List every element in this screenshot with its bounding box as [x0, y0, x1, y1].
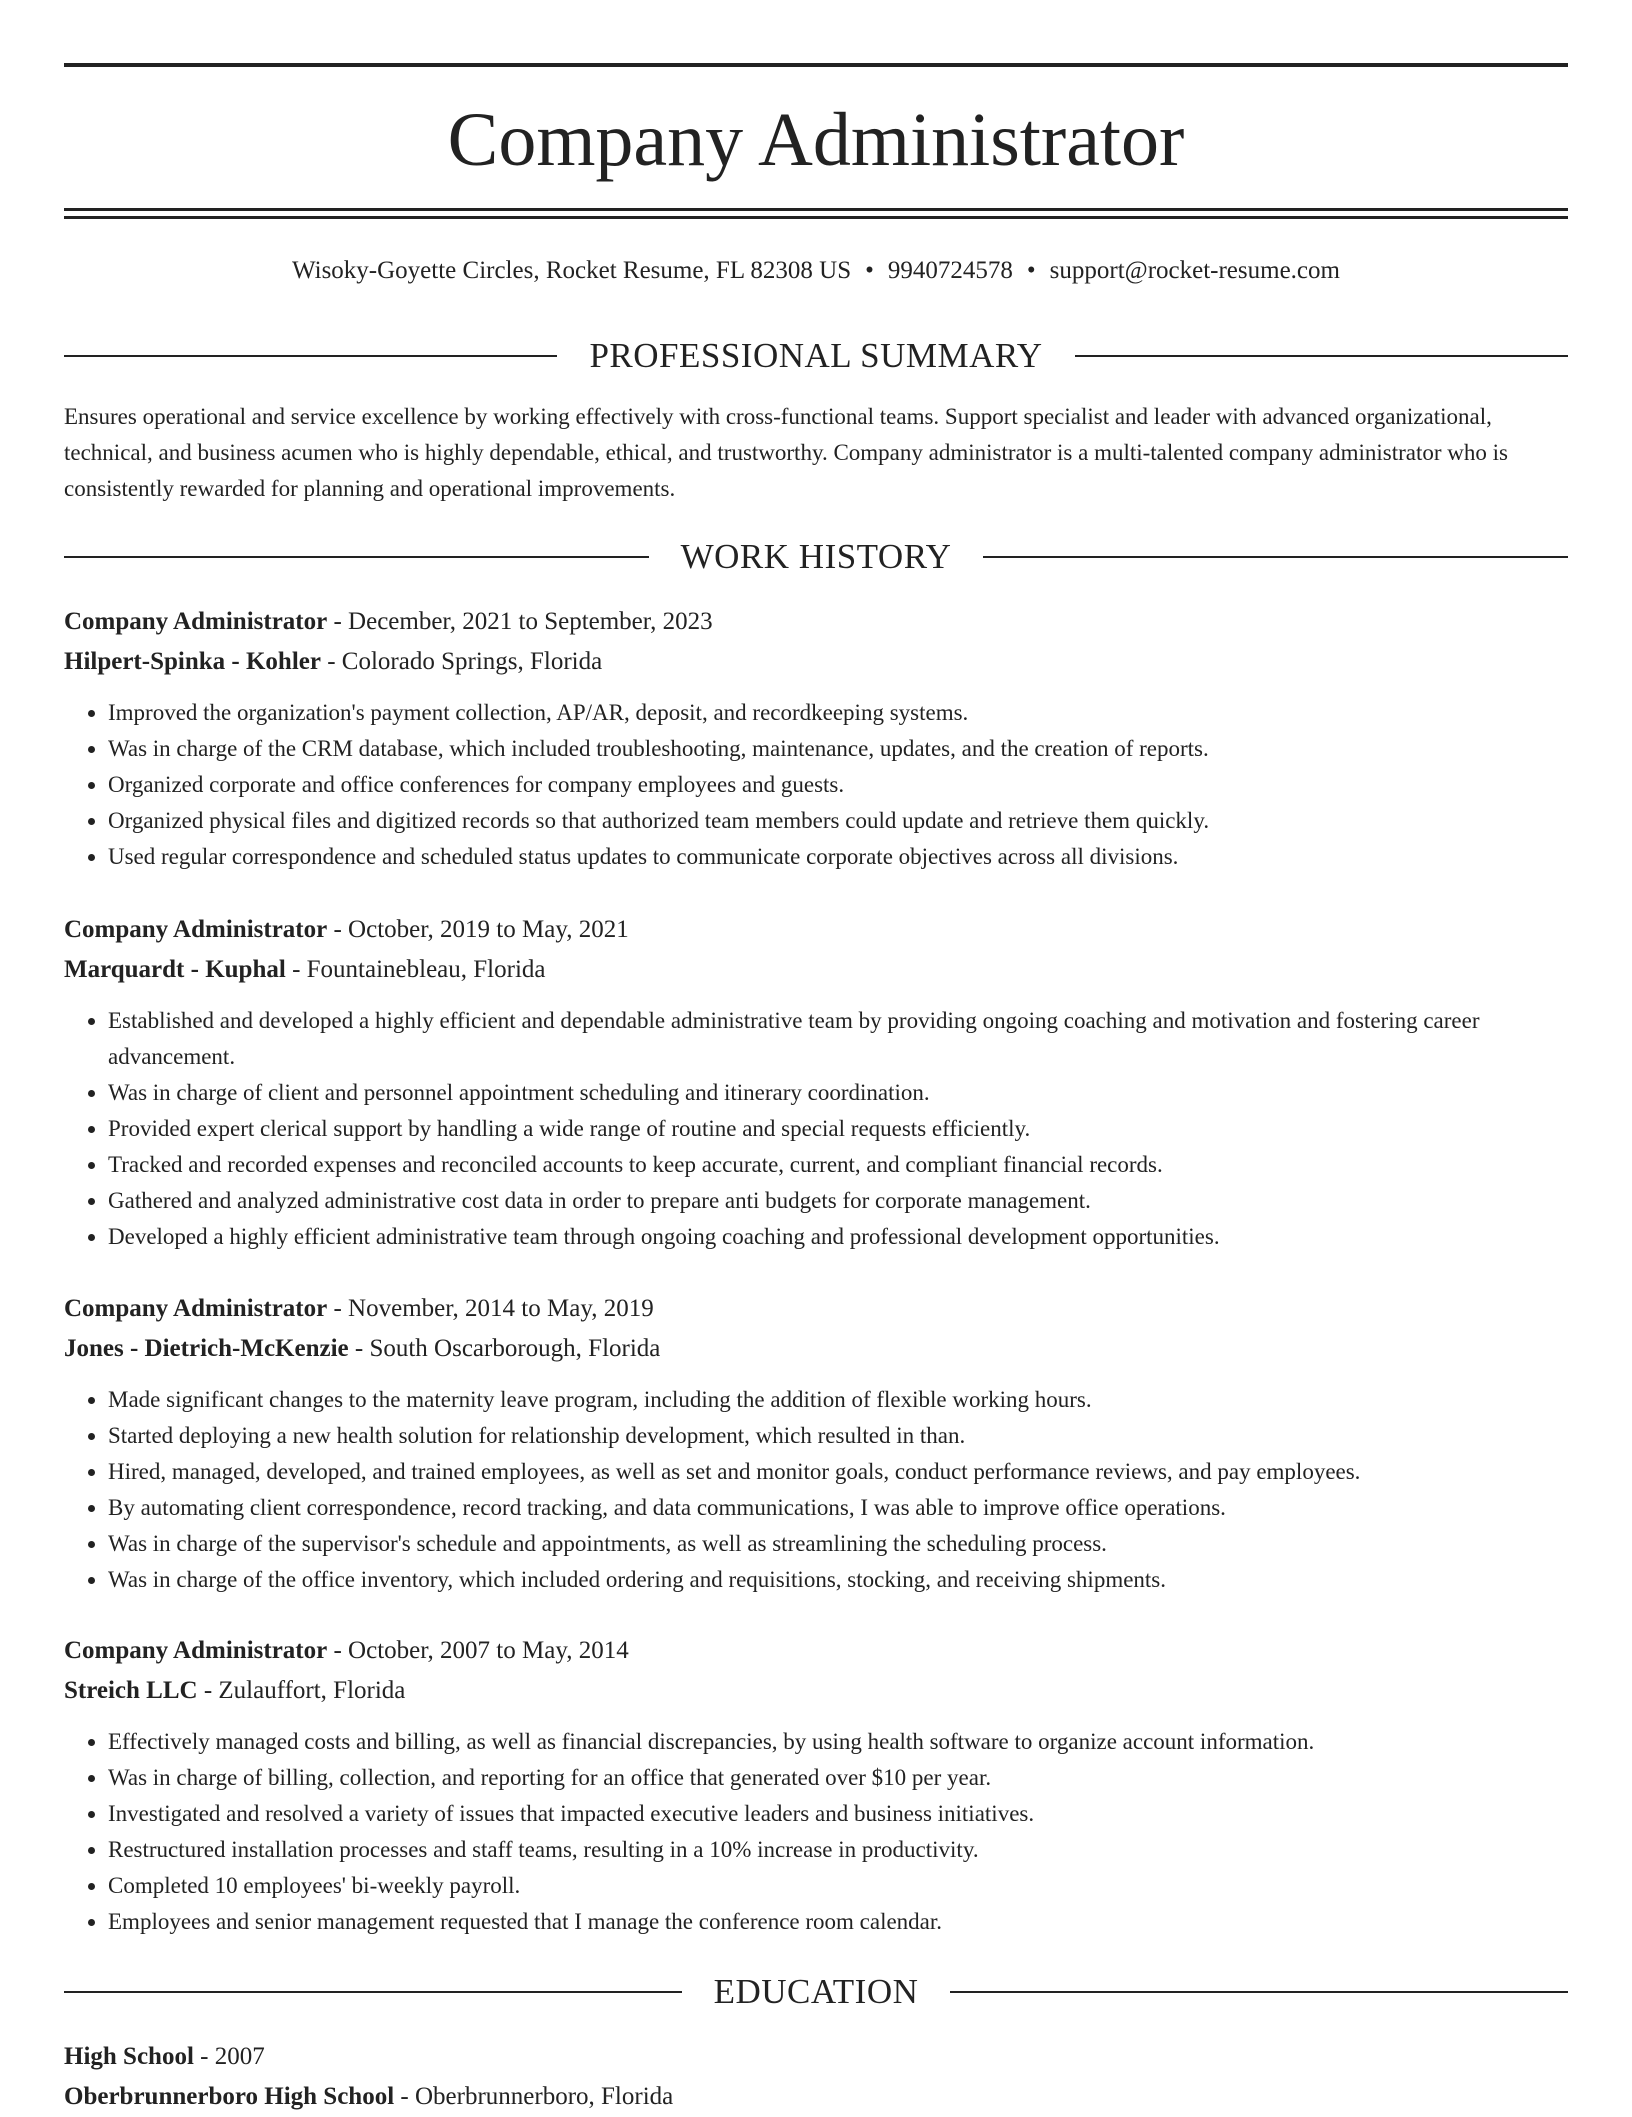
list-item: • Established and developed a highly efficient and dependable administrative team by providing ongoing coaching and motivation and fostering career advancement.	[108, 1003, 1568, 1075]
job-title-line	[64, 602, 1568, 642]
heading-rule-left	[64, 1991, 682, 1993]
job-entry	[64, 1631, 1568, 1940]
education-location: - Oberbrunnerboro, Florida	[394, 2083, 674, 2110]
job-company: Jones - Dietrich-McKenzie	[64, 1335, 349, 1362]
job-bullets	[64, 695, 1568, 875]
list-item: • Completed 10 employees' bi-weekly payroll.	[108, 1868, 1568, 1904]
contact-line	[0, 254, 1632, 288]
job-title: Company Administrator	[64, 1295, 328, 1322]
job-company-line	[64, 950, 1568, 990]
contact-address: Wisoky-Goyette Circles, Rocket Resume, FL 82308 US	[292, 257, 852, 284]
job-company-line	[64, 1671, 1568, 1711]
job-company: Hilpert-Spinka - Kohler	[64, 648, 321, 675]
section-title: WORK HISTORY	[680, 537, 952, 576]
job-title-line	[64, 1289, 1568, 1329]
list-item: • Employees and senior management requested that I manage the conference room calendar.	[108, 1904, 1568, 1940]
job-title-line	[64, 1631, 1568, 1671]
job-location: - South Oscarborough, Florida	[348, 1335, 661, 1362]
job-dates: - October, 2019 to May, 2021	[327, 916, 629, 943]
page-title: Company Administrator	[447, 98, 1185, 182]
contact-separator: •	[865, 257, 874, 284]
list-item: • Was in charge of the office inventory, which included ordering and requisitions, stocking, and receiving shipments.	[108, 1562, 1568, 1598]
list-item: • Provided expert clerical support by handling a wide range of routine and special requests efficiently.	[108, 1111, 1568, 1147]
job-bullets	[64, 1724, 1568, 1940]
job-company-line	[64, 1329, 1568, 1369]
heading-rule-left	[64, 355, 557, 357]
list-item: • Investigated and resolved a variety of issues that impacted executive leaders and business initiatives.	[108, 1796, 1568, 1832]
list-item: • Gathered and analyzed administrative cost data in order to prepare anti budgets for corporate management.	[108, 1183, 1568, 1219]
list-item: • Was in charge of client and personnel appointment scheduling and itinerary coordination.	[108, 1075, 1568, 1111]
job-dates: - November, 2014 to May, 2019	[327, 1295, 654, 1322]
section-heading-summary	[64, 334, 1568, 378]
job-location: - Fountainebleau, Florida	[285, 956, 546, 983]
heading-rule-left	[64, 556, 649, 558]
section-heading-education	[64, 1970, 1568, 2014]
job-title: Company Administrator	[64, 1637, 328, 1664]
list-item: • Improved the organization's payment collection, AP/AR, deposit, and recordkeeping systems.	[108, 695, 1568, 731]
list-item: • Made significant changes to the maternity leave program, including the addition of flexible working hours.	[108, 1382, 1568, 1418]
top-rule	[64, 63, 1568, 67]
job-company: Streich LLC	[64, 1677, 198, 1704]
education-degree-line	[64, 2037, 1568, 2077]
job-company: Marquardt - Kuphal	[64, 956, 286, 983]
heading-rule-right	[1075, 355, 1568, 357]
section-title: EDUCATION	[713, 1972, 919, 2011]
job-location: - Zulauffort, Florida	[197, 1677, 406, 1704]
list-item: • Was in charge of billing, collection, and reporting for an office that generated over $10 per year.	[108, 1760, 1568, 1796]
job-dates: - December, 2021 to September, 2023	[327, 608, 713, 635]
heading-rule-right	[950, 1991, 1568, 1993]
job-title: Company Administrator	[64, 608, 328, 635]
job-location: - Colorado Springs, Florida	[320, 648, 603, 675]
contact-separator: •	[1026, 257, 1036, 284]
education-school: Oberbrunnerboro High School	[64, 2083, 395, 2110]
job-dates: - October, 2007 to May, 2014	[327, 1637, 629, 1664]
section-title: PROFESSIONAL SUMMARY	[589, 336, 1043, 375]
education-school-line	[64, 2077, 1568, 2117]
list-item: • Organized corporate and office conferences for company employees and guests.	[108, 767, 1568, 803]
education-year: - 2007	[193, 2043, 265, 2070]
job-entry	[64, 1289, 1568, 1598]
list-item: • Hired, managed, developed, and trained employees, as well as set and monitor goals, conduct performance reviews, and pay employees.	[108, 1454, 1568, 1490]
section-heading-work-history	[64, 535, 1568, 579]
list-item: • Developed a highly efficient administrative team through ongoing coaching and professional development opportunities.	[108, 1219, 1568, 1255]
list-item: • Tracked and recorded expenses and reconciled accounts to keep accurate, current, and compliant financial records.	[108, 1147, 1568, 1183]
education-degree: High School	[64, 2043, 194, 2070]
list-item: • Restructured installation processes and staff teams, resulting in a 10% increase in productivity.	[108, 1832, 1568, 1868]
list-item: • Used regular correspondence and scheduled status updates to communicate corporate objectives across all divisions.	[108, 839, 1568, 875]
job-entry	[64, 910, 1568, 1255]
job-title-line	[64, 910, 1568, 950]
job-title: Company Administrator	[64, 916, 328, 943]
contact-email: support@rocket-resume.com	[1049, 257, 1340, 284]
contact-phone: 9940724578	[887, 257, 1013, 284]
list-item: • Organized physical files and digitized records so that authorized team members could update and retrieve them quickly.	[108, 803, 1568, 839]
heading-rule-right	[983, 556, 1568, 558]
education-entry	[64, 2037, 1568, 2117]
job-company-line	[64, 642, 1568, 682]
list-item: • Was in charge of the supervisor's schedule and appointments, as well as streamlining the scheduling process.	[108, 1526, 1568, 1562]
job-entry	[64, 602, 1568, 875]
list-item: • Started deploying a new health solution for relationship development, which resulted in than.	[108, 1418, 1568, 1454]
title-rule-lower	[64, 216, 1568, 219]
list-item: • Was in charge of the CRM database, which included troubleshooting, maintenance, updates, and the creation of reports.	[108, 731, 1568, 767]
list-item: • By automating client correspondence, record tracking, and data communications, I was able to improve office operations.	[108, 1490, 1568, 1526]
title-rule-upper	[64, 208, 1568, 211]
job-bullets	[64, 1382, 1568, 1598]
list-item: • Effectively managed costs and billing, as well as financial discrepancies, by using health software to organize account information.	[108, 1724, 1568, 1760]
job-bullets	[64, 1003, 1568, 1255]
summary-text: Ensures operational and service excellence by working effectively with cross-functional teams. Support specialist and leader with advanced organizational, technical, and business acumen who is highly dependable, ethical, and trustworthy. Company administrator is a multi-talented company administrator who is consistently rewarded for planning and operational improvements.	[64, 404, 1508, 501]
